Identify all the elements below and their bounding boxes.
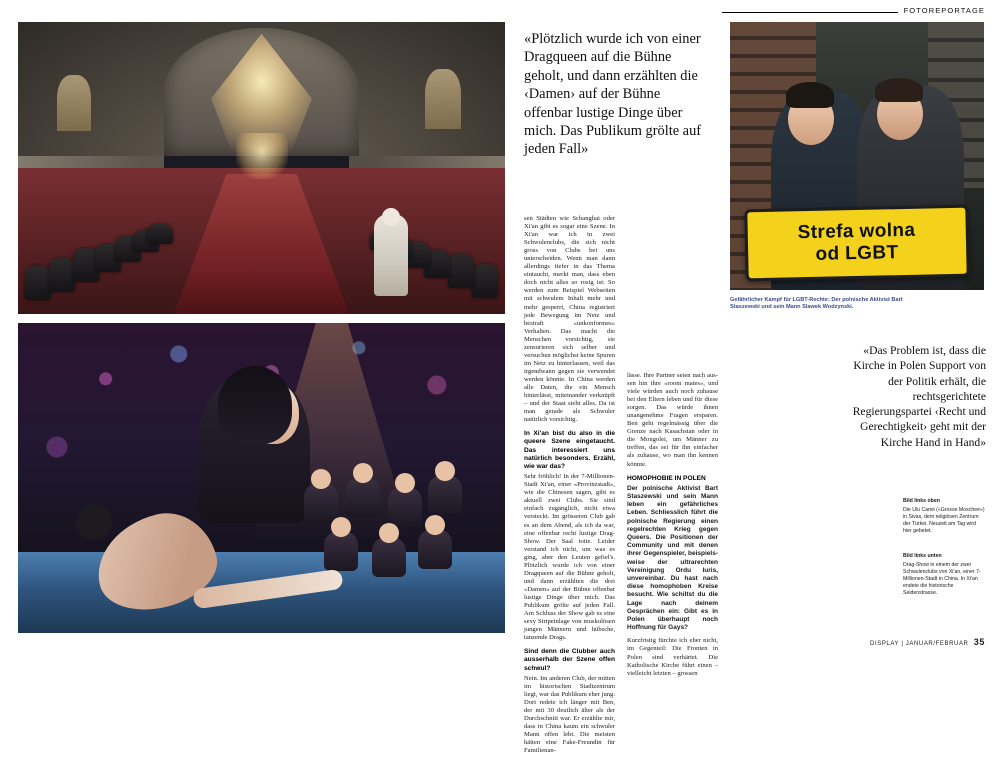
activist-hair-left	[786, 82, 834, 108]
lgbt-activists-photo	[730, 22, 984, 290]
body-column-1	[524, 215, 615, 760]
activist-hair-right	[875, 78, 923, 102]
paragraph: Kurzfristig fürchte ich eher nicht, im Gegenteil: Die Fronten in Polen sind verhärtet. Die Katholische Kirche führt einen – vielleicht letzten – grossen	[627, 637, 718, 677]
section-label: FOTOREPORTAGE	[898, 6, 985, 15]
mosque-photo	[18, 22, 505, 314]
protest-sign	[745, 205, 970, 282]
dragshow-photo	[18, 323, 505, 633]
paragraph: Sehr fröhlich! In der 7-Millionen-Stadt Xi'an, einer «Provinzstadt», wie die Chinesen sagen, gibt es aktuell zwei Clubs. Sie sind einfach zugänglich, nicht etwa versteckt. Im grösseren Club gab es an dem Abend, als ich da war, eine offenbar recht lustige Drag-Show. Der Saal totte. Leider verstand ich nicht, um was es ging, aber den Leuten gefiel's. Plötzlich wurde ich von einer Dragqueen auf die Bühne geholt, und dann erzählten die drei «Damen» auf der Bühne offenbar lustige Dinge über mich. Das Publikum grölte auf jeden Fall. Am Schluss der Show gab es eine sexy Stripeinlage von muskulösen jungen Männern und hübsche, tanzende Drags.	[524, 473, 615, 642]
footer-publication: DISPLAY	[870, 641, 900, 647]
interview-question: Sind denn die Clubber auch ausserhalb der Szene offen schwul?	[524, 648, 615, 672]
page-number: 35	[973, 637, 985, 647]
body-column-2	[627, 372, 718, 683]
mosque-window-left	[57, 75, 91, 131]
sign-line-2: od LGBT	[815, 242, 899, 266]
footer-separator: |	[901, 641, 906, 647]
side-caption-title: Bild links oben	[903, 498, 940, 504]
footer-issue: JANUAR/FEBRUAR	[905, 641, 969, 647]
side-caption-bottom	[903, 553, 985, 596]
paragraph: sen Städten wie Schanghai oder Xi'an gibt es sogar eine Szene. In Xi'an war ich in zwei Schwulenclubs, die sich nicht gross von Clubs bei uns unterscheiden. Wenn man dann allerdings tiefer in das Thema eintaucht, merkt man, dass eben doch nicht alles so rosig ist: So werden zum Beispiel Webseiten mit schwulem Inhalt mehr und mehr gesperrt, China registriert jede Bewegung im Netz und bestraft «unkonformes» Verhalten. Das macht die Menschen vorsichtig, sie zensurieren sich selber und versuchen möglichst keine Spuren im Netz zu hinterlassen, weil das irgendwann gegen sie verwendet werden könnte. In China werden alle Daten, die ein Mensch hinterlässt, miteinander verknüpft – und der Staat sieht alles. Da ist man gerade als Schwuler natürlich vorsichtig.	[524, 215, 615, 424]
page-footer	[870, 637, 985, 647]
subheading-homophobie: HOMOPHOBIE IN POLEN	[627, 474, 706, 482]
chandelier-small-icon	[236, 133, 288, 179]
side-caption-text: Die Ulu Camii («Grosse Moschee») in Sivas, dem religiösen Zentrum der Türkei. Neuzeit am Tag wird hier gebetet.	[903, 506, 985, 534]
paragraph: lässe. Ihre Partner seien nach aussen hin ihre «room mates», und viele würden auch noch zuhause bei den Eltern leben und für diese sorgen. Das würde ihnen unangenehme Fragen ersparen. Ben geht regelmässig über die Grenze nach Kasachstan oder in die Mongolei, um Männer zu treffen, das sei für ihn einfacher als zuhause, wo man ihn kennen könnte.	[627, 372, 718, 468]
pullquote-left: «Plötzlich wurde ich von einer Dragqueen auf die Bühne geholt, und dann erzählten die ‹Damen› auf der Bühne offenbar lustige Dinge über mich. Das Publikum grölte auf jeden Fall»	[524, 31, 702, 158]
imam-figure	[374, 214, 408, 296]
paragraph: Nein. Im anderen Club, der mitten im historischen Stadtzentrum liegt, war das Publikum eher jung. Dort redete ich länger mit Ben, der mit 30 deutlich älter als der Durchschnitt war. Er erzählte mir, dass in China kaum ein schwuler Mann offen lebt. Die meisten hätten eine Fake-Freundin für Familienan-	[524, 674, 615, 755]
side-caption-text: Drag-Show in einem der zwei Schwulenclubs von Xi'an, einer 7-Millionen-Stadt in China. In Xi'an endete die historische Seidenstrasse.	[903, 561, 981, 596]
sign-line-1: Strefa wolna	[797, 220, 916, 244]
lead-paragraph: Der polnische Aktivist Bart Staszewski und sein Mann leben ein gefährliches Leben. Schliesslich führt die polnische Regierung einen regelrechten Krieg gegen Queers. Die Positionen der Community und mit denen ihrer Gegenspieler, beispielsweise der ultrarechten Vereinigung Ordu Iuris, unvereinbar. Du hast nach diese homophoben Kreise besucht. Wie schiltst du die Lage nach deinem Gesprächen ein: Gibt es in Polen überhaupt noch Hoffnung für Gays?	[627, 484, 718, 632]
interview-question: In Xi'an bist du also in die queere Szene eingetaucht. Das interessiert uns natürlich besonders. Erzähl, wie war das?	[524, 430, 615, 471]
worshipper-row-left	[23, 151, 169, 303]
mosque-window-right	[425, 69, 461, 129]
singer-hair	[218, 366, 292, 444]
side-caption-title: Bild links unten	[903, 553, 942, 559]
pullquote-right: «Das Problem ist, dass die Kirche in Polen Support von der Politik erhält, die rechtsgerichtete Regierungspartei ‹Recht und Gerechtigkeit› geht mit der Kirche Hand in Hand»	[852, 344, 986, 449]
photo-caption: Gefährlicher Kampf für LGBT-Rechte: Der polnische Aktivist Bart Staszewski und sein Mann Slawek Wodzynski.	[730, 297, 903, 311]
side-caption-top	[903, 498, 985, 535]
